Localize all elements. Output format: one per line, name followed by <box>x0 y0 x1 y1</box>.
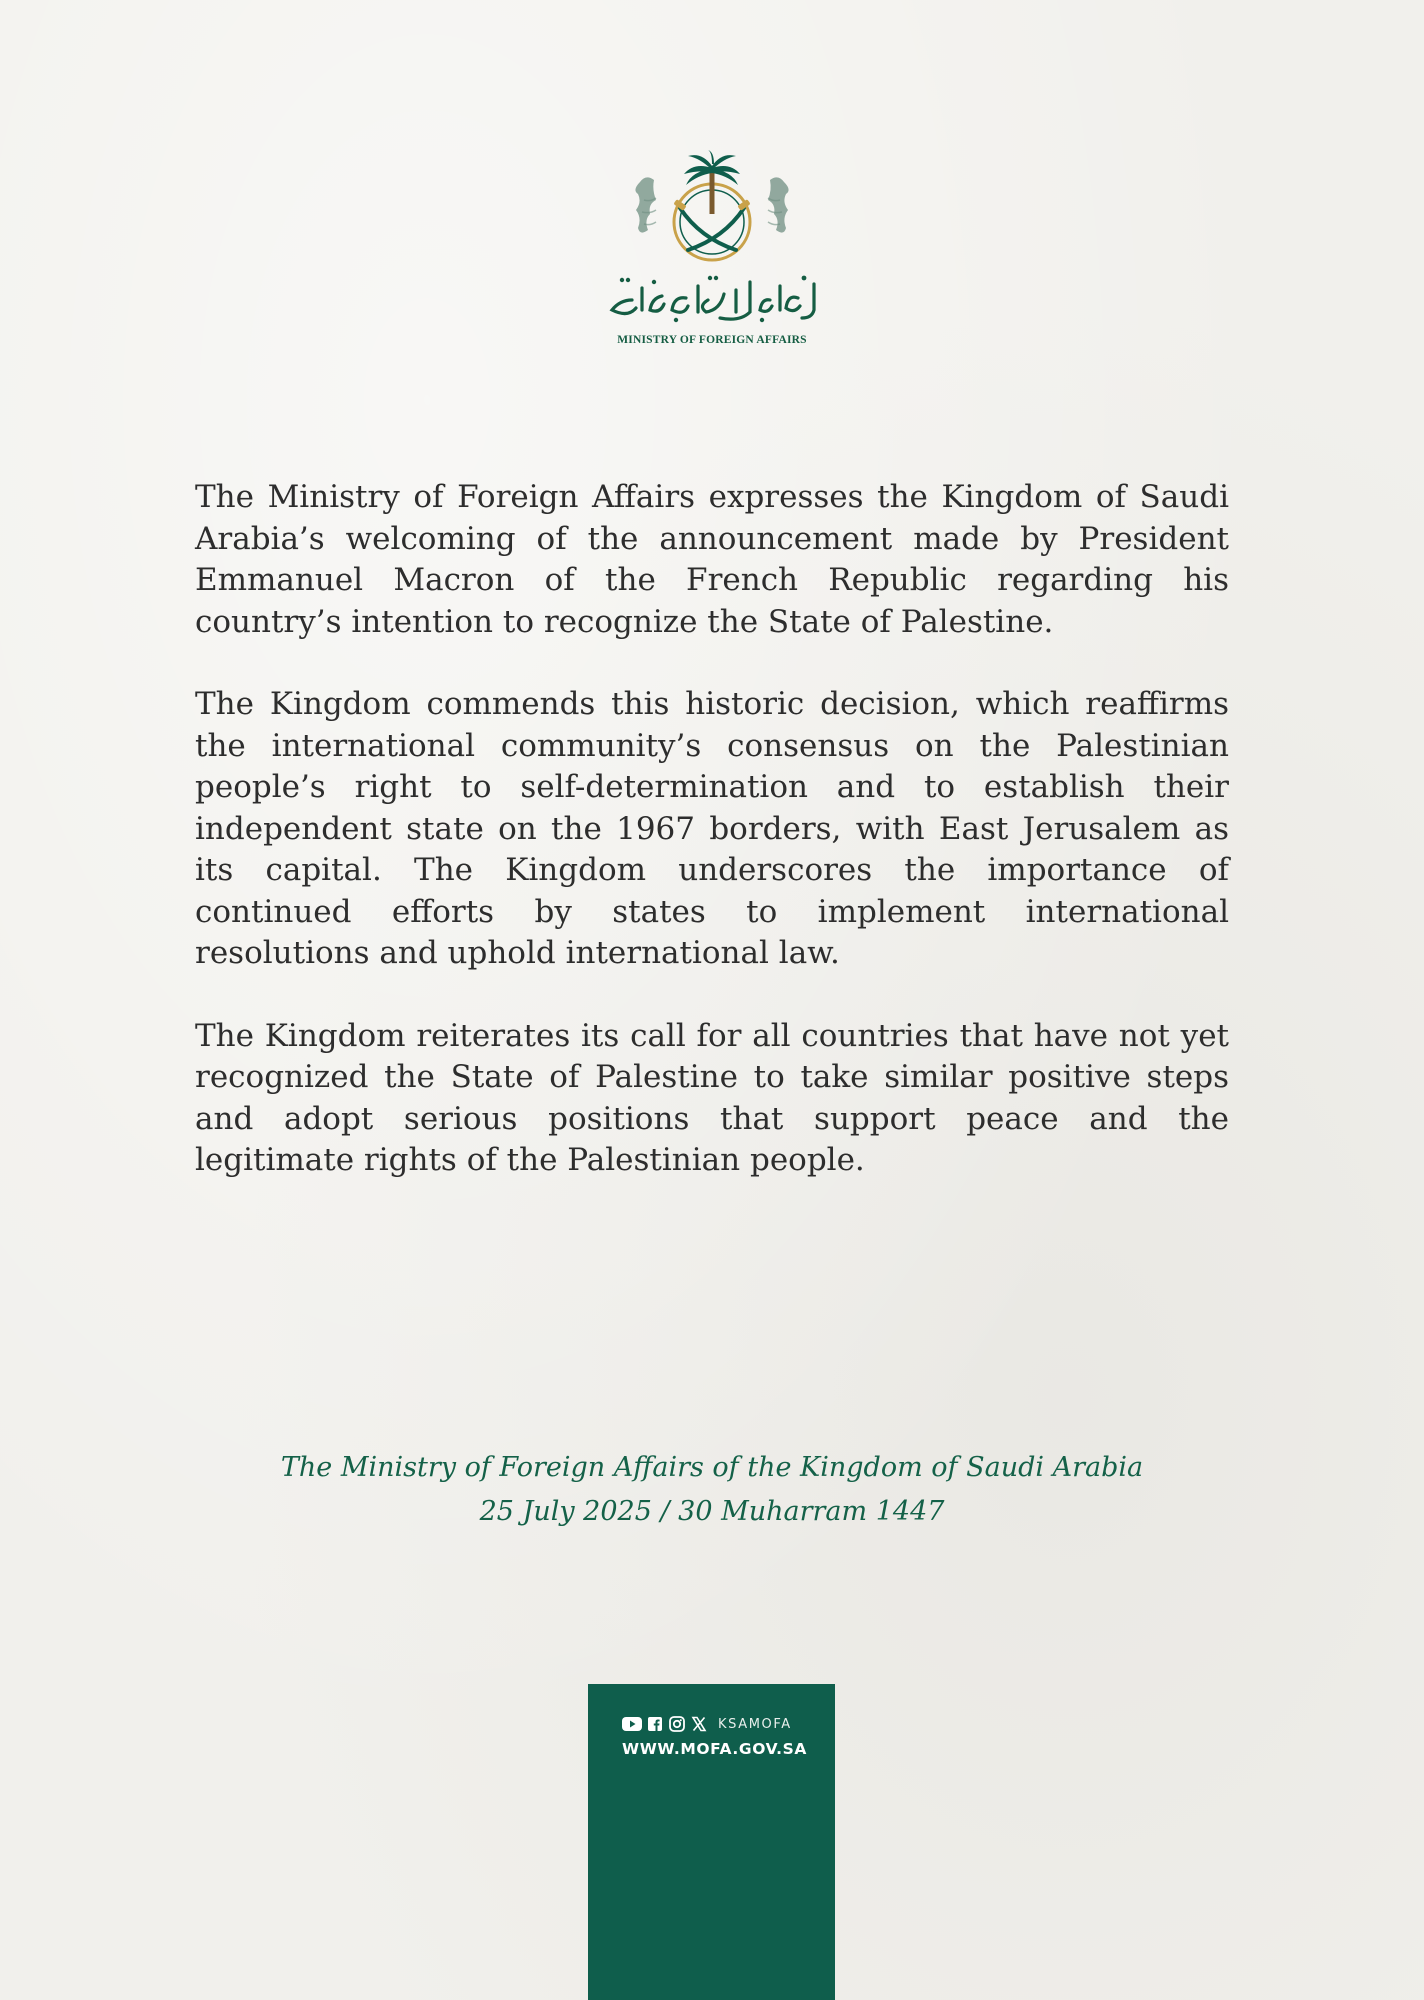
social-links <box>622 1714 792 1734</box>
signature-block <box>200 1446 1224 1534</box>
statement-paragraph: The Ministry of Foreign Affairs expresses the Kingdom of Saudi Arabia’s welcoming of the announcement made by President Emmanuel Macron of the French Republic regarding his country’s intention to recognize the State of Palestine. <box>195 479 1229 640</box>
arabic-calligraphy-logo <box>600 272 824 328</box>
statement-paragraph: The Kingdom reiterates its call for all countries that have not yet recognized the State of Palestine to take similar positive steps and adopt serious positions that support peace and the legitimate rights of the Palestinian people. <box>195 1017 1229 1178</box>
ministry-english-name: MINISTRY OF FOREIGN AFFAIRS <box>617 334 807 346</box>
social-handle[interactable]: KSAMOFA <box>718 1716 792 1732</box>
signature-issuer: The Ministry of Foreign Affairs of the Kingdom of Saudi Arabia <box>280 1452 1144 1483</box>
youtube-icon[interactable] <box>622 1716 642 1732</box>
facebook-icon[interactable] <box>646 1716 664 1732</box>
x-icon[interactable] <box>690 1716 708 1732</box>
signature-date: 25 July 2025 / 30 Muharram 1447 <box>479 1496 945 1527</box>
statement-body <box>195 477 1229 1223</box>
website-link[interactable]: WWW.MOFA.GOV.SA <box>622 1740 808 1758</box>
footer-panel <box>588 1684 835 2000</box>
ministry-emblem-icon <box>622 150 802 270</box>
instagram-icon[interactable] <box>668 1716 686 1732</box>
statement-paragraph: The Kingdom commends this historic decision, which reaffirms the international community’s consensus on the Palestinian people’s right to self-determination and to establish their independent state on the 1967 borders, with East Jerusalem as its capital. The Kingdom underscores the importance of continued efforts by states to implement international resolutions and uphold international law. <box>195 686 1229 971</box>
